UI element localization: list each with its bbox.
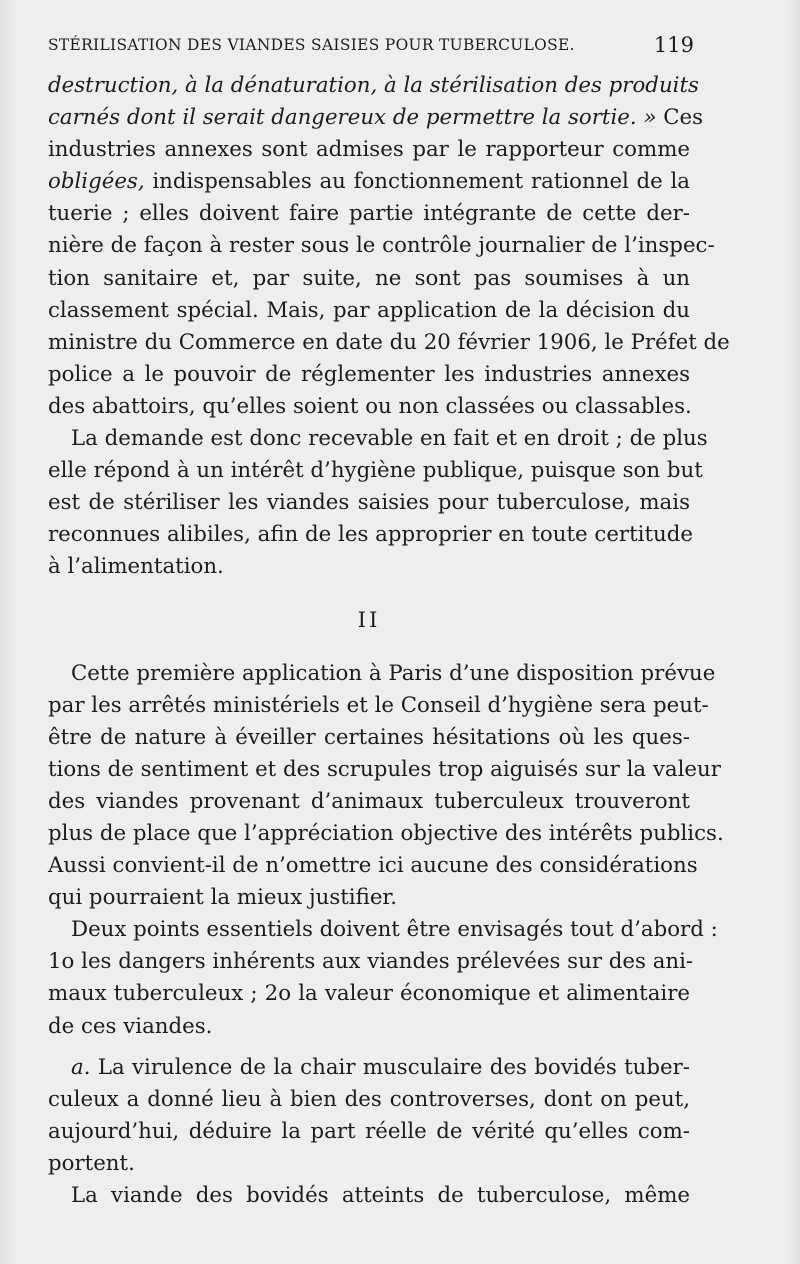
- text-line: à l’alimentation.: [48, 554, 224, 580]
- text-line: qui pourraient la mieux justifier.: [48, 885, 398, 911]
- text-line: portent.: [48, 1150, 135, 1176]
- text-line: reconnues alibiles, afin de les approprier en toute certitude: [48, 522, 693, 548]
- text-line: des viandes provenant d’animaux tuberculeux trouveront: [48, 788, 690, 814]
- text-line: [48, 102, 704, 134]
- text-line: par les arrêtés ministériels et le Conseil d’hygiène sera peut-: [48, 692, 709, 718]
- text-line: ministre du Commerce en date du 20 février 1906, le Préfet de: [48, 329, 730, 355]
- text-line: nière de façon à rester sous le contrôle journalier de l’inspec-: [48, 233, 715, 259]
- paragraph: [48, 658, 724, 915]
- text-line: industries annexes sont admises par le rapporteur comme: [48, 137, 690, 163]
- text-line: tuerie ; elles doivent faire partie intégrante de cette der-: [48, 201, 690, 227]
- paragraph: [48, 914, 718, 1042]
- spacer: [48, 584, 690, 604]
- text-line: Aussi convient-il de n’omettre ici aucune des considérations: [48, 853, 698, 879]
- spacer: [48, 1043, 690, 1052]
- text-fragment: La virulence de la chair musculaire des bovidés tuber-: [90, 1054, 690, 1080]
- paragraph: [48, 1052, 690, 1180]
- text-line: police a le pouvoir de réglementer les industries annexes: [48, 361, 690, 387]
- text-line: elle répond à un intérêt d’hygiène publique, puisque son but: [48, 458, 703, 484]
- page-header: [48, 33, 694, 62]
- text-line: La demande est donc recevable en fait et en droit ; de plus: [71, 426, 708, 452]
- text-line: plus de place que l’appréciation objective des intérêts publics.: [48, 820, 724, 846]
- text-line: des abattoirs, qu’elles soient ou non classées ou classables.: [48, 393, 692, 419]
- running-title: STÉRILISATION DES VIANDES SAISIES POUR TUBERCULOSE.: [48, 36, 575, 54]
- spacer: [48, 638, 690, 658]
- paragraph: [48, 70, 730, 423]
- text-line: classement spécial. Mais, par application de la décision du: [48, 297, 690, 323]
- text-line: est de stériliser les viandes saisies pour tuberculose, mais: [48, 490, 690, 516]
- text-line: maux tuberculeux ; 2o la valeur économique et alimentaire: [48, 981, 690, 1007]
- text-line: Deux points essentiels doivent être envisagés tout d’abord :: [71, 917, 718, 943]
- text-line: [48, 1052, 690, 1084]
- text-fragment: indispensables au fonctionnement rationnel de la: [144, 169, 690, 195]
- text-line: tions de sentiment et des scrupules trop aiguisés sur la valeur: [48, 756, 721, 782]
- text-line: aujourd’hui, déduire la part réelle de vérité qu’elles com-: [48, 1118, 690, 1144]
- body-text: [48, 70, 730, 1212]
- text-line: de ces viandes.: [48, 1013, 213, 1039]
- paragraph: [48, 1180, 690, 1212]
- section-heading: II: [357, 607, 381, 633]
- italic-marker: a.: [71, 1054, 91, 1080]
- text-line: Cette première application à Paris d’une disposition prévue: [71, 660, 716, 686]
- italic-quote: carnés dont il serait dangereux de permettre la sortie. »: [48, 105, 657, 131]
- text-line: destruction, à la dénaturation, à la stérilisation des produits: [48, 73, 699, 98]
- italic-word: obligées,: [48, 169, 145, 195]
- text-line: [48, 166, 690, 198]
- text-fragment: Ces: [656, 105, 704, 131]
- page-number: 119: [653, 33, 694, 57]
- text-line: être de nature à éveiller certaines hésitations où les ques-: [48, 724, 690, 750]
- paragraph: [48, 423, 708, 583]
- text-line: culeux a donné lieu à bien des controverses, dont on peut,: [48, 1086, 690, 1112]
- text-line: La viande des bovidés atteints de tuberculose, même: [71, 1183, 690, 1208]
- text-line: 1o les dangers inhérents aux viandes prélevées sur des ani-: [48, 949, 694, 975]
- text-line: tion sanitaire et, par suite, ne sont pas soumises à un: [48, 265, 690, 291]
